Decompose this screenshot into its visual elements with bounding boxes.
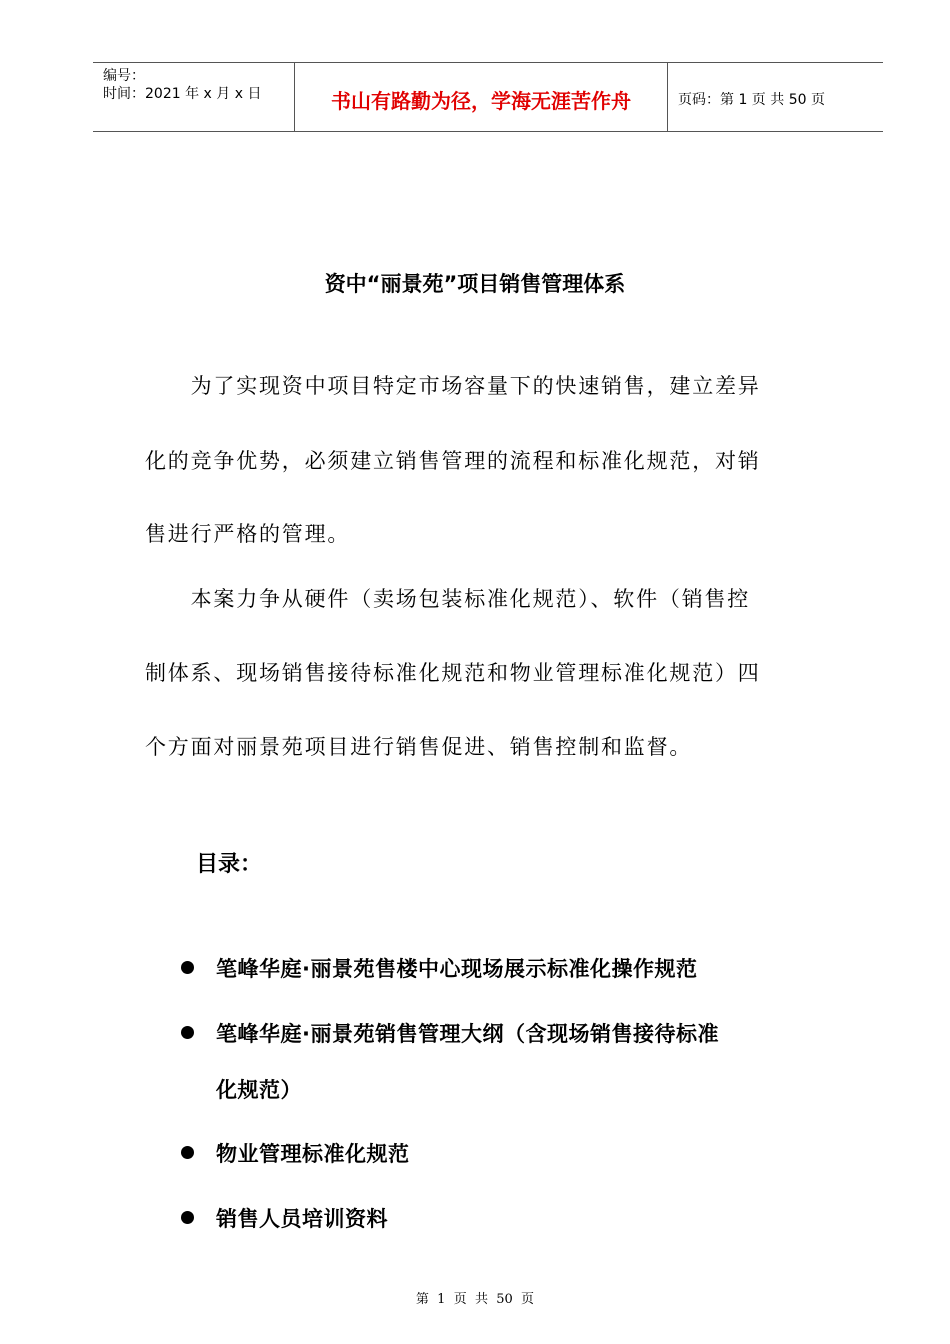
document-date-label: 时间：2021 年 x 月 x 日 [103, 86, 262, 102]
intro-paragraph-line: 售进行严格的管理。 [145, 522, 351, 546]
document-number-label: 编号： [103, 68, 145, 84]
bullet-icon [181, 1026, 194, 1039]
scope-paragraph-line: 个方面对丽景苑项目进行销售促进、销售控制和监督。 [145, 735, 693, 759]
header-meta-cell [93, 63, 295, 131]
header-motto: 书山有路勤为径，学海无涯苦作舟 [331, 89, 631, 113]
page-header [93, 62, 883, 132]
bullet-icon [181, 1146, 194, 1159]
header-page-cell [668, 63, 883, 131]
intro-paragraph-line: 化的竞争优势，必须建立销售管理的流程和标准化规范，对销 [145, 449, 761, 473]
page-footer: 第 1 页 共 50 页 [415, 1292, 535, 1307]
toc-item: 笔峰华庭·丽景苑售楼中心现场展示标准化操作规范 [216, 957, 698, 981]
header-page-info: 页码：第 1 页 共 50 页 [678, 92, 825, 108]
scope-paragraph-line: 本案力争从硬件（卖场包装标准化规范）、软件（销售控 [145, 587, 751, 611]
toc-item: 销售人员培训资料 [216, 1207, 388, 1231]
bullet-icon [181, 1211, 194, 1224]
scope-paragraph-line: 制体系、现场销售接待标准化规范和物业管理标准化规范）四 [145, 661, 761, 685]
toc-item: 物业管理标准化规范 [216, 1142, 410, 1166]
bullet-icon [181, 961, 194, 974]
toc-item-continuation: 化规范） [216, 1078, 302, 1102]
toc-heading: 目录： [196, 852, 263, 877]
header-motto-cell [295, 63, 668, 131]
intro-paragraph-line: 为了实现资中项目特定市场容量下的快速销售，建立差异 [145, 374, 761, 398]
toc-item: 笔峰华庭·丽景苑销售管理大纲（含现场销售接待标准 [216, 1022, 719, 1046]
document-title: 资中“丽景苑”项目销售管理体系 [324, 272, 626, 296]
